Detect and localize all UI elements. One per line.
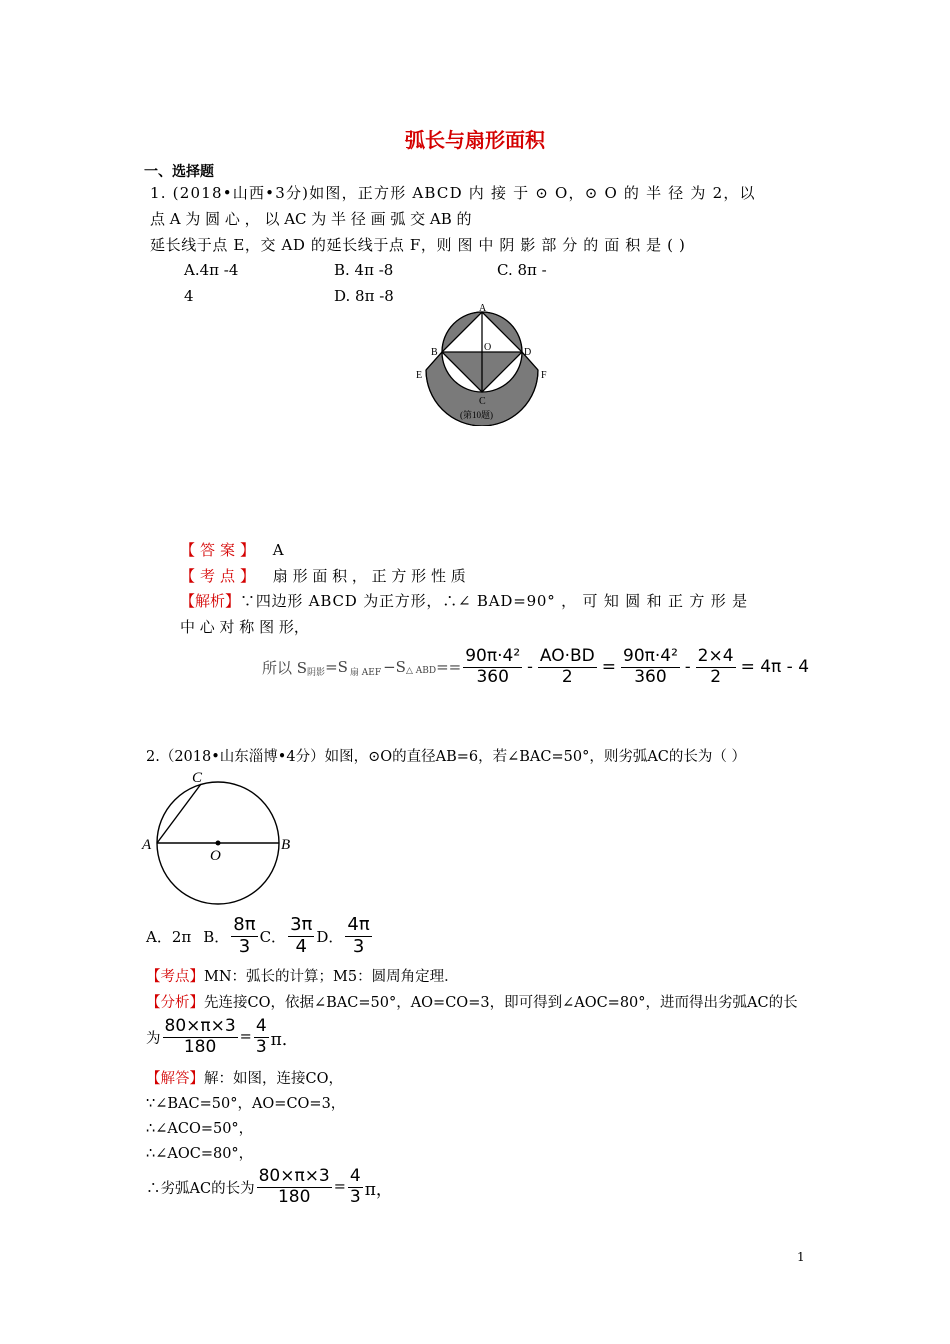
q1-formula-eq1: =S xyxy=(325,658,348,676)
q1-label-d: D xyxy=(524,347,532,358)
q2-jieda-tag: 【解答】 xyxy=(146,1071,204,1087)
q2-option-d-frac: $\frac{4\pi}{3}$ xyxy=(347,913,370,957)
q1-formula-op2: - xyxy=(684,657,691,677)
q2-option-b: B． xyxy=(203,927,230,946)
q1-option-c: C. 8π - xyxy=(497,261,547,279)
q2-step-1: ∵∠BAC=50°，AO=CO=3， xyxy=(146,1096,346,1112)
page-title: 弧长与扇形面积 xyxy=(405,128,545,152)
q2-fenxi-frac: $\frac{80\times\pi\times 3}{180}$ xyxy=(164,1015,236,1057)
q1-figure-caption: (第10题) xyxy=(460,410,493,420)
q2-step-4-end: π， xyxy=(364,1179,393,1200)
q2-fenxi-eq: = xyxy=(239,1029,252,1045)
q2-fenxi-result: $\frac{4}{3}$ xyxy=(255,1015,267,1057)
q2-option-d: D． xyxy=(316,927,344,946)
q1-frac1: $\frac{\text{90π·4²}}{360}$ xyxy=(465,645,521,687)
q2-label-o: O xyxy=(210,848,221,864)
q2-step-4-result: $\frac{4}{3}$ xyxy=(349,1165,361,1207)
q1-option-d: D. 8π -8 xyxy=(334,287,394,305)
q2-jieda-row xyxy=(146,1067,343,1088)
q1-label-e: E xyxy=(416,370,423,381)
q1-option-c-cont: 4 xyxy=(184,287,194,305)
q2-option-c-frac: $\frac{3\pi}{4}$ xyxy=(290,913,313,957)
q1-label-b: B xyxy=(431,347,438,358)
q1-label-o: O xyxy=(484,342,492,353)
q1-formula-minus: −S xyxy=(383,658,406,676)
q1-stem-line1: 1. (2018•山西•3分)如图，正方形 ABCD 内 接 于 ⊙ O，⊙ O 的 半 径 为 2，以 xyxy=(150,184,756,202)
q2-kaodian-row xyxy=(146,965,459,986)
q1-option-b: B. 4π -8 xyxy=(334,261,394,279)
q1-jiexi-tag: 【解析】 xyxy=(180,592,241,610)
q1-label-f: F xyxy=(541,370,547,381)
q2-step-4-frac: $\frac{80\times\pi\times 3}{180}$ xyxy=(258,1165,330,1207)
q2-option-b-frac: $\frac{8\pi}{3}$ xyxy=(233,913,256,957)
q1-stem-line2: 点 A 为 圆 心 ， 以 AC 为 半 径 画 弧 交 AB 的 xyxy=(150,210,472,228)
q2-step-4-pre: ∴劣弧AC的长为 xyxy=(146,1180,255,1197)
q1-formula-eqs: == xyxy=(436,658,462,676)
q1-stem-line3: 延长线于点 E，交 AD 的延长线于点 F，则 图 中 阴 影 部 分 的 面 积 是 ( ) xyxy=(150,236,686,254)
q2-stem: 2.（2018•山东淄博•4分）如图，⊙O的直径AB=6，若∠BAC=50°，则劣弧AC的长为（ ） xyxy=(146,749,746,765)
q2-option-a: A．2π xyxy=(146,927,192,946)
q1-kaodian-tag: 【考点】 xyxy=(180,567,261,585)
q1-formula-prefix: 所以 S xyxy=(262,658,308,677)
q2-kaodian: MN：弧长的计算；M5：圆周角定理． xyxy=(204,969,459,985)
q1-jiexi-line2: 中 心 对 称 图 形， xyxy=(180,618,309,636)
q1-frac3: $\frac{\text{90π·4²}}{360}$ xyxy=(623,645,678,687)
q2-kaodian-tag: 【考点】 xyxy=(146,969,204,985)
q2-step-4-eq: = xyxy=(333,1179,346,1195)
q1-formula xyxy=(262,642,809,692)
q2-label-b: B xyxy=(281,837,291,853)
q2-figure xyxy=(138,768,298,908)
q2-label-a: A xyxy=(142,837,152,853)
q1-formula-op1: - xyxy=(527,657,533,677)
page-number: 1 xyxy=(797,1250,805,1264)
q1-label-a: A xyxy=(479,303,487,314)
q2-options xyxy=(146,912,374,960)
q2-fenxi: 先连接CO，依据∠BAC=50°，AO=CO=3，即可得到∠AOC=80°，进而得出劣弧AC的长 xyxy=(204,995,798,1011)
q2-option-c: C． xyxy=(259,927,287,946)
q1-frac2: $\frac{AO\cdot BD}{2}$ xyxy=(539,645,595,687)
q2-center-dot xyxy=(216,841,221,846)
q2-fenxi-row xyxy=(146,991,798,1012)
q2-jieda: 解：如图，连接CO， xyxy=(204,1071,343,1087)
q1-answer-tag: 【答案】 xyxy=(180,541,261,559)
q1-option-a: A.4π -4 xyxy=(184,261,239,279)
q1-label-c: C xyxy=(479,396,486,407)
q1-frac4: $\frac{2\times 4}{2}$ xyxy=(697,645,734,687)
q2-fenxi-tag: 【分析】 xyxy=(146,995,204,1011)
q2-fenxi-formula xyxy=(146,1012,299,1062)
q1-formula-sub3: △ ABD xyxy=(405,666,437,676)
q1-jiexi-line1: ∵四边形 ABCD 为正方形，∴∠ BAD=90° ， 可 知 圆 和 正 方 形 是 xyxy=(240,592,748,610)
q1-formula-sub2: 扇 AEF xyxy=(349,667,382,678)
q1-answer-row xyxy=(180,539,284,560)
q1-answer: A xyxy=(272,541,284,559)
q2-fenxi-pre: 为 xyxy=(146,1030,161,1047)
q1-kaodian-row xyxy=(180,565,466,586)
q1-jiexi-row xyxy=(180,590,748,611)
q1-figure xyxy=(410,296,560,426)
q2-label-c: C xyxy=(192,770,203,786)
q2-fenxi-pi: π． xyxy=(270,1029,299,1050)
q2-step-4 xyxy=(146,1162,393,1212)
q1-formula-sub1: 阴影 xyxy=(307,667,326,678)
q2-step-2: ∴∠ACO=50°， xyxy=(146,1121,254,1137)
q1-formula-result: = 4π - 4 xyxy=(740,657,810,677)
q1-kaodian: 扇 形 面 积 ， 正 方 形 性 质 xyxy=(272,567,466,585)
q1-formula-eq2: = xyxy=(601,657,617,677)
q2-step-3: ∴∠AOC=80°， xyxy=(146,1146,254,1162)
q2-chord-ac xyxy=(157,784,201,843)
section-heading: 一、选择题 xyxy=(144,164,214,180)
